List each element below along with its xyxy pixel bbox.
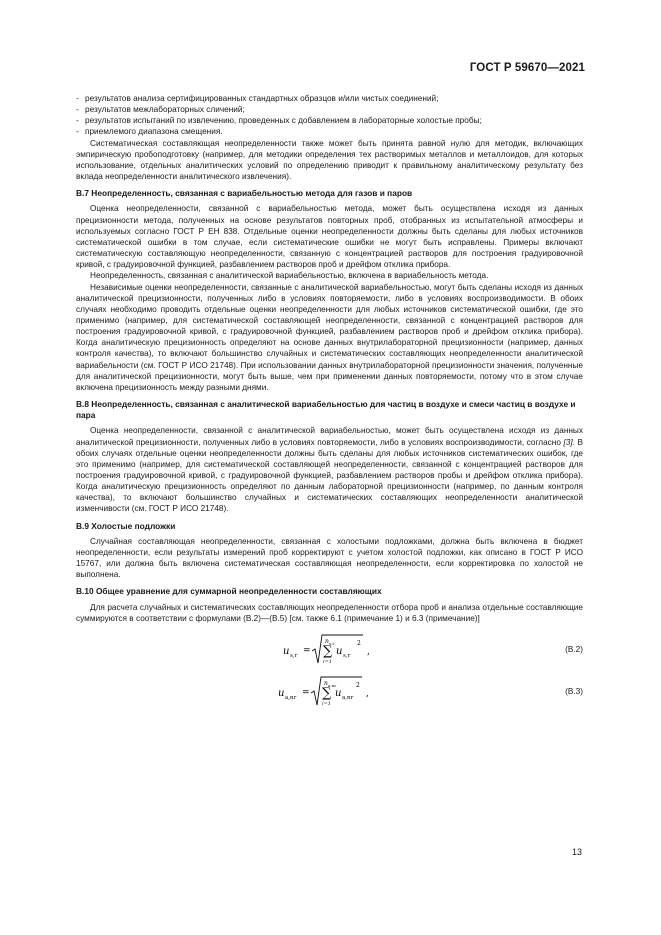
paragraph: Систематическая составляющая неопределенности также может быть принята равной нулю для методик, включающих эмпирическую пробоподготовку (например, для методики определения тех растворимых металлов и металлоидов, для которых использование, отдельных аналитических условий по определению приводит к правильному аналитическому результату без вклада неопределенности аналитического извлечения).: [76, 138, 583, 182]
formula-number: (В.3): [565, 686, 583, 696]
sum-upper: n: [324, 679, 328, 687]
sum-lower: i=1: [323, 658, 332, 665]
sum-sign: ∑: [323, 643, 333, 659]
formula-b2: [76, 632, 583, 668]
document-id-header: ГОСТ Р 59670—2021: [469, 62, 585, 74]
formula-term-sub: a,nr: [342, 694, 354, 701]
dash-marker: -: [76, 127, 79, 137]
paragraph: Оценка неопределенности, связанной с вариабельностью метода, может быть осуществлена исходя из данных прецизионности метода, полученных на основе результатов повторных проб, отобранных из испытательной атмосферы и используемых согласно ГОСТ Р ЕН 838. Отдельные оценки неопределенности должны быть сделаны для любых источников систематической ошибки в том случае, если систематические ошибки не могут быть исправлены. Примеры включают систематическую составляющую неопределенности, связанную с концентрацией растворов для построения градуировочной кривой, с градуировочной функцией, разбавлением растворов проб и дрейфом отклика прибора.: [76, 204, 583, 270]
paragraph: Независимые оценки неопределенности, связанные с аналитической вариабельностью, могут быть сделаны исходя из данных аналитической прецизионности, полученных либо в условиях повторяемости, либо в условиях воспроизводимости. В обоих случаях необходимо проводить отдельные оценки неопределенности для любых источников систематической ошибки, где это применимо (например, для систематической составляющей неопределенности, связанной с концентрацией растворов для построения градуировочной кривой, с градуировочной функцией, разбавлением растворов проб и дрейфом отклика прибора). Когда аналитическую прецизионность определяют на основе данных внутрилабораторной прецизионности (например, данных контроля качества), то включают большинство случайных и систематических составляющих неопределенности аналитической вариабельности (см. ГОСТ Р ИСО 21748). При использовании данных внутрилабораторной прецизионности значения, полученные для аналитической прецизионности, могут быть выше, чем при применении данных повторяемости, потому что в этом случае включена прецизионность между разными днями.: [76, 282, 583, 392]
formula-number: (В.2): [565, 644, 583, 654]
dash-marker: -: [76, 94, 79, 103]
list-item: - приемлемого диапазона смещения.: [76, 127, 223, 137]
list-item: - результатов испытаний по извлечению, проведенных с добавлением в лабораторные холостые пробы;: [76, 116, 482, 126]
formula-term: u: [335, 687, 342, 699]
formula-term: u: [336, 645, 343, 657]
list-item: - результатов анализа сертифицированных стандартных образцов и/или чистых соединений;: [76, 94, 439, 103]
sum-sign: ∑: [322, 685, 332, 701]
page-content: [76, 93, 583, 710]
section-heading-b7: В.7 Неопределенность, связанная с вариабельностью метода для газов и паров: [76, 188, 413, 199]
sum-lower: i=1: [322, 700, 331, 707]
dash-marker: -: [76, 105, 79, 115]
formula-b3: [76, 674, 583, 710]
list-item: - результатов межлабораторных сличений;: [76, 105, 245, 115]
page-number: 13: [571, 847, 582, 857]
bullet-list: [76, 93, 583, 138]
sum-upper-sub: a,nr: [328, 682, 337, 688]
formula-image: [276, 674, 396, 710]
sum-upper: n: [325, 637, 329, 645]
formula-exponent: 2: [357, 639, 361, 647]
formula-punct: ,: [366, 688, 369, 699]
paragraph: Оценка неопределенности, связанной с аналитической вариабельностью, может быть осуществлена исходя из данных аналитической прецизионности, полученных либо в условиях повторяемости, либо в условиях воспроизводимости, согласно [3]. В обоих случаях отдельные оценки неопределенности должны быть сделаны для любых источников систематических ошибок, где это применимо (например, для систематической составляющей неопределенности, связанной с концентрацией растворов для построения градуировочной кривой, с градуировочной функцией, разбавлением растворов пробы и дрейфом отклика прибора). Когда аналитическую прецизионность определяют по данным лабораторной прецизионности (например, по данным контроля качества), то включают большинство случайных и систематических составляющих неопределенности аналитической изменчивости (см. ГОСТ Р ИСО 21748).: [76, 426, 583, 514]
section-heading-b8: В.8 Неопределенность, связанная с аналитической вариабельностью для частиц в воздухе и смеси частиц в воздухе и пара: [76, 399, 576, 421]
formula-term-sub: s,r: [343, 652, 351, 659]
dash-marker: -: [76, 116, 79, 126]
formula-exponent: 2: [356, 681, 360, 689]
formula-image: [281, 632, 401, 668]
paragraph: Неопределенность, связанная с аналитической вариабельностью, включена в вариабельность метода.: [90, 271, 489, 281]
formula-lhs: u: [283, 645, 290, 657]
formula-lhs-sub: a,nr: [285, 694, 297, 701]
equals-sign: =: [303, 645, 311, 656]
formula-lhs: u: [278, 687, 285, 699]
paragraph: Случайная составляющая неопределенности, связанная с холостыми подложками, должна быть включена в бюджет неопределенности, если результаты измерений проб корректируют с учетом холостой подложки, как описано в ГОСТ Р ИСО 15767, или должна быть включена систематическая составляющая неопределенности, если корректировка по холостой не выполнена.: [76, 536, 583, 580]
bibliography-reference: [3]: [563, 437, 573, 447]
formula-punct: ,: [367, 646, 370, 657]
section-heading-b10: В.10 Общее уравнение для суммарной неопределенности составляющих: [76, 586, 382, 597]
equals-sign: =: [302, 687, 310, 698]
section-heading-b9: В.9 Холостые подложки: [76, 520, 176, 531]
formula-lhs-sub: s,r: [290, 652, 298, 659]
sum-upper-sub: s,r: [329, 640, 335, 646]
paragraph: Для расчета случайных и систематических составляющих неопределенности отбора проб и анализа отдельные составляющие суммируются в соответствии с формулами (В.2)—(В.5) [см. также 6.1 (примечание 1) и 6.3 (примечание)]: [76, 602, 583, 623]
